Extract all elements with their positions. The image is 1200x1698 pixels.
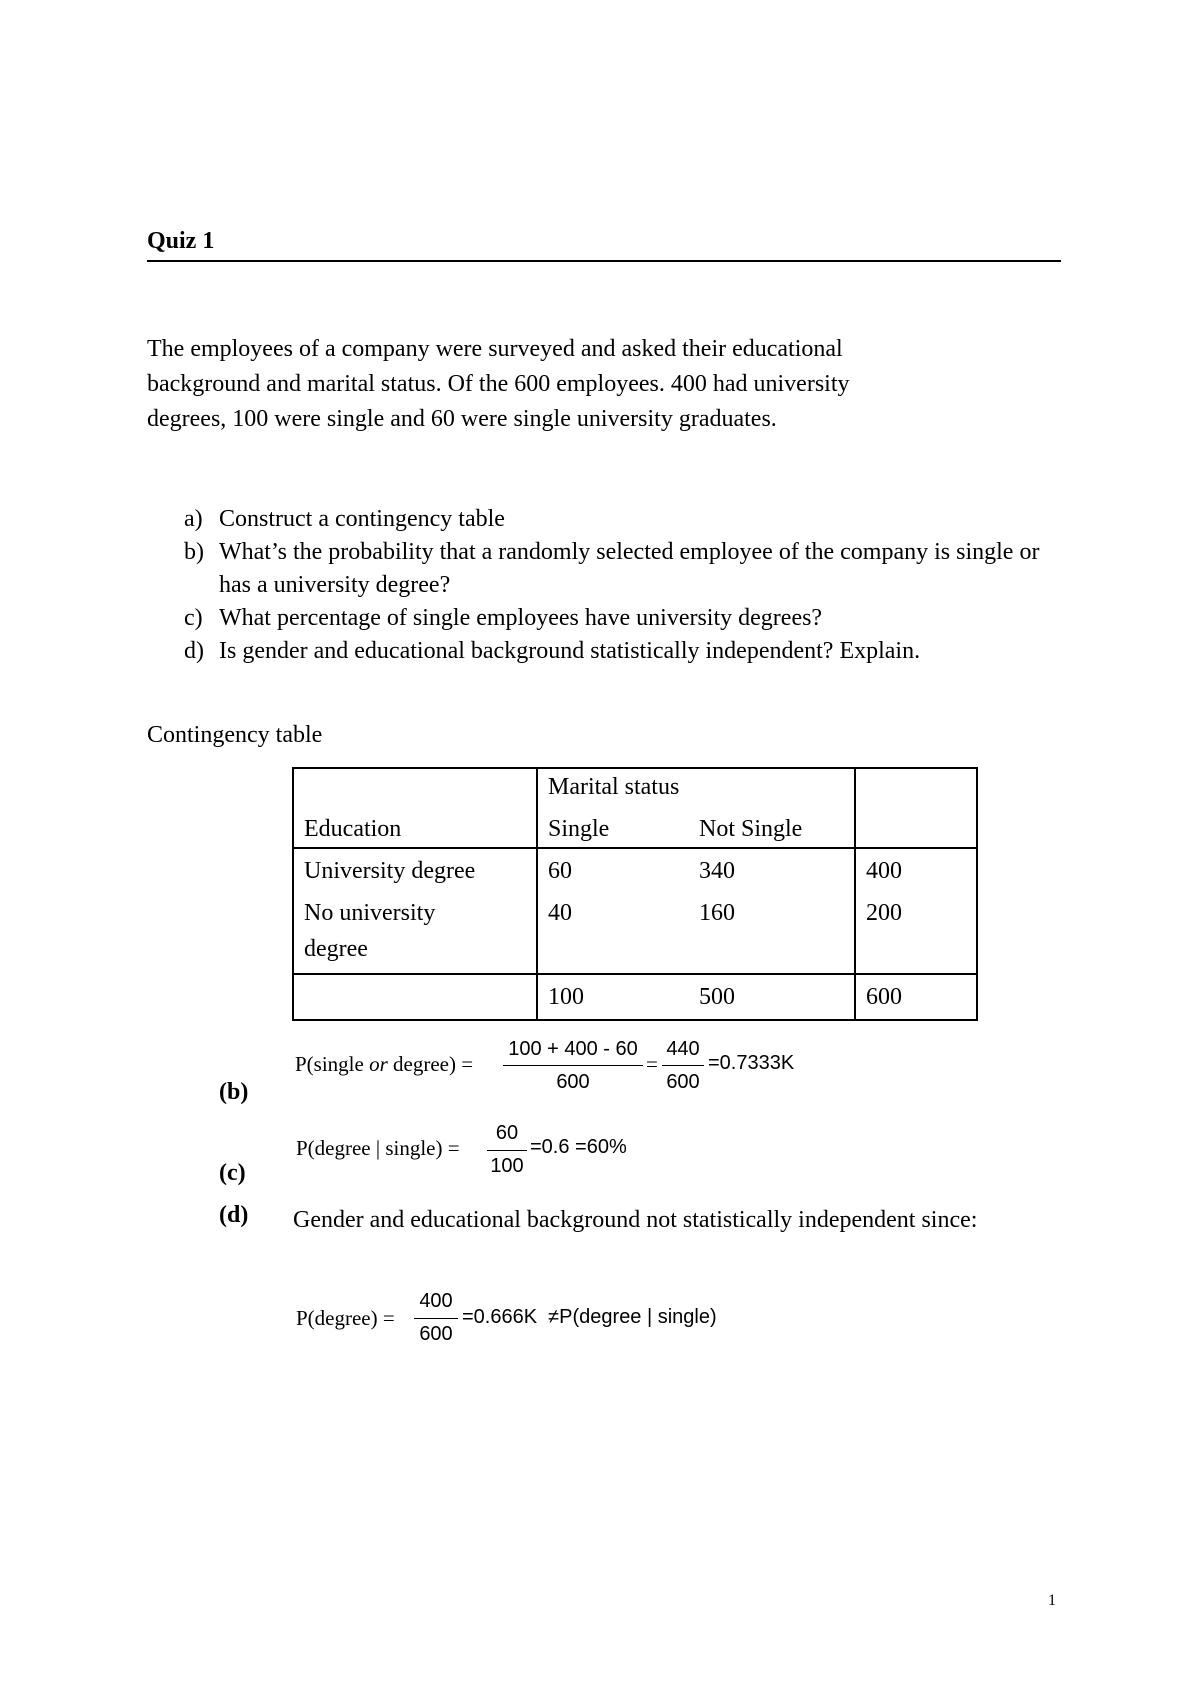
answer-b-frac1-bar xyxy=(503,1065,643,1066)
question-marker: d) xyxy=(184,638,204,664)
table-header-row xyxy=(293,768,977,848)
table-totals-row xyxy=(293,974,977,1020)
cell-not-single: 340 xyxy=(699,858,735,884)
page-number: 1 xyxy=(1048,1592,1056,1609)
answer-d-frac-num: 400 xyxy=(419,1290,453,1312)
cell-total: 400 xyxy=(855,848,977,889)
answer-d-frac-den: 600 xyxy=(419,1323,453,1345)
cell-single: 60 xyxy=(548,858,572,884)
table-row xyxy=(293,848,977,889)
title-rule xyxy=(147,260,1061,262)
question-marker: a) xyxy=(184,506,203,532)
answer-d-result: =0.666K ≠P(degree | single) xyxy=(462,1306,717,1328)
answer-c-lhs: P(degree | single) = xyxy=(296,1136,460,1160)
answer-b-equals: = xyxy=(646,1052,658,1076)
contingency-table-label: Contingency table xyxy=(147,722,323,748)
answer-b-frac2-num: 440 xyxy=(666,1038,700,1060)
answer-c-frac-den: 100 xyxy=(490,1155,524,1177)
total-single: 100 xyxy=(548,984,584,1010)
answer-d-text: Gender and educational background not statistically independent since: xyxy=(293,1207,978,1233)
answer-b-label: (b) xyxy=(219,1079,249,1105)
document-title: Quiz 1 xyxy=(147,228,215,254)
row-label: No university degree xyxy=(293,889,537,974)
total-not-single: 500 xyxy=(699,984,735,1010)
question-text: What percentage of single employees have university degrees? xyxy=(219,605,823,631)
answer-b-frac1-num: 100 + 400 - 60 xyxy=(508,1038,638,1060)
answer-b-frac1-den: 600 xyxy=(556,1071,590,1093)
answer-c-frac-num: 60 xyxy=(495,1122,519,1144)
totals-label-cell xyxy=(293,974,537,1020)
marital-status-header-cell xyxy=(537,768,855,848)
single-header: Single xyxy=(548,816,610,842)
answer-c-result: =0.6 =60% xyxy=(530,1136,627,1158)
row-label: University degree xyxy=(293,848,537,889)
intro-line: The employees of a company were surveyed and asked their educational xyxy=(147,336,843,362)
intro-line: degrees, 100 were single and 60 were single university graduates. xyxy=(147,406,777,432)
intro-paragraph xyxy=(147,332,1067,437)
cell-not-single: 160 xyxy=(699,900,735,926)
question-b xyxy=(147,536,1067,602)
question-marker: c) xyxy=(184,605,203,631)
education-header: Education xyxy=(304,816,402,842)
cell-total: 200 xyxy=(855,889,977,974)
answer-b-result: =0.7333K xyxy=(708,1052,795,1074)
answer-b-frac2-den: 600 xyxy=(666,1071,700,1093)
not-single-header: Not Single xyxy=(699,816,803,842)
question-text: Is gender and educational background statistically independent? Explain. xyxy=(219,638,921,664)
intro-line: background and marital status. Of the 600 employees. 400 had university xyxy=(147,371,850,397)
question-text: What’s the probability that a randomly selected employee of the company is single or has a university degree? xyxy=(219,539,1040,598)
question-a xyxy=(147,503,1067,536)
contingency-table xyxy=(292,767,978,1021)
answer-c-label: (c) xyxy=(219,1160,246,1186)
answer-d-lhs: P(degree) = xyxy=(296,1306,395,1330)
answer-b-lhs: P(single or degree) = xyxy=(295,1052,474,1076)
grand-total: 600 xyxy=(855,974,977,1020)
answer-d-frac-bar xyxy=(414,1318,458,1319)
education-header-cell xyxy=(293,768,537,848)
answer-c-frac-bar xyxy=(487,1150,527,1151)
table-row xyxy=(293,889,977,974)
total-header-cell xyxy=(855,768,977,848)
cell-single: 40 xyxy=(548,900,572,926)
question-list xyxy=(147,503,1067,668)
marital-status-header: Marital status xyxy=(548,774,680,800)
answer-b-frac2-bar xyxy=(662,1065,704,1066)
question-c xyxy=(147,602,1067,635)
question-marker: b) xyxy=(184,539,204,565)
answer-d-label: (d) xyxy=(219,1202,249,1228)
question-text: Construct a contingency table xyxy=(219,506,505,532)
question-d xyxy=(147,635,1067,668)
